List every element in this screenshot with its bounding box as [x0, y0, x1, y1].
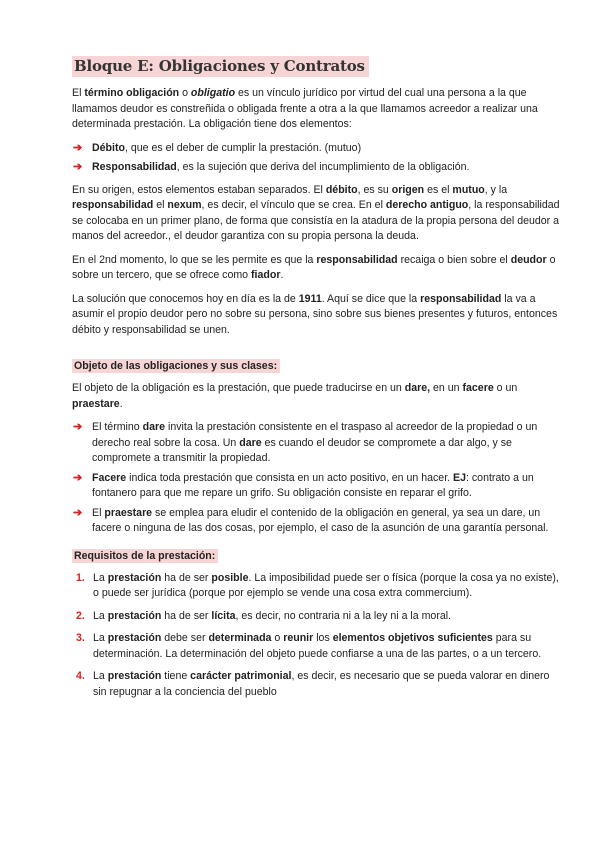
list-item: ➔ El término dare invita la prestación consistente en el traspaso al acreedor de la propiedad o un derecho real sobre la cosa. Un dare es cuando el deudor se compromete a dar algo, y se compromete a transmitir la propiedad.: [73, 421, 538, 464]
solution-paragraph: La solución que conocemos hoy en día es la de 1911. Aquí se dice que la responsabilidad la va a asumir el propio deudor pero no sobre su persona, sino sobre sus bienes presentes y futuros, entonces débito y responsabilidad se unen.: [72, 292, 558, 336]
intro-paragraph: El término obligación o obligatio es un vínculo jurídico por virtud del cual una persona a la que llamamos deudor es constreñida o obligada frente a otra a la que llamamos acreedor a realizar una determinada prestación. La obligación tiene dos elementos:: [72, 87, 538, 130]
list-item: 3. La prestación debe ser determinada o reunir los elementos objetivos suficientes para su determinación. La determinación del objeto puede confiarse a una de las partes, o a un tercero.: [76, 632, 542, 660]
arrow-right-icon: ➔: [73, 471, 83, 484]
document-title: Bloque E: Obligaciones y Contratos: [72, 56, 369, 77]
origin-paragraph: En su origen, estos elementos estaban separados. El débito, es su origen es el mutuo, y la responsabilidad el nexum, es decir, el vínculo que se crea. En el derecho antiguo, la responsabilidad se colocaba en un primer plano, de forma que consistía en la atadura de la propia persona del deudor a manos del acreedor., el deudor garantiza con su propia persona la deuda.: [72, 183, 560, 242]
object-types-list: [72, 420, 560, 537]
second-moment-paragraph: En el 2nd momento, lo que se les permite es que la responsabilidad recaiga o bien sobre el deudor o sobre un tercero, que se ofrece como fiador.: [72, 253, 556, 281]
arrow-right-icon: ➔: [73, 421, 83, 433]
section-requirements: [72, 544, 560, 571]
arrow-right-icon: ➔: [73, 141, 83, 154]
arrow-right-icon: ➔: [73, 161, 83, 173]
list-item: 1. La prestación ha de ser posible. La imposibilidad puede ser o física (porque la cosa ya no existe), o puede ser jurídica (porque por ejemplo se vende una cosa extra commercium).: [76, 571, 559, 599]
section-object: [72, 346, 560, 381]
list-item: ➔ Facere indica toda prestación que consista en un acto positivo, en un hacer. EJ: contrato a un fontanero para que me repare un grifo. Su obligación consiste en reparar el grifo.: [73, 471, 534, 499]
elements-list: [72, 141, 560, 176]
requirements-list: [72, 571, 560, 701]
list-item: 4. La prestación tiene carácter patrimonial, es decir, es necesario que se pueda valorar en dinero sin repugnar a la conciencia del pueblo: [76, 670, 550, 698]
object-intro-paragraph: El objeto de la obligación es la prestación, que puede traducirse en un dare, en un facere o un praestare.: [72, 382, 518, 410]
arrow-right-icon: ➔: [73, 506, 83, 519]
section-heading: Objeto de las obligaciones y sus clases:: [72, 359, 280, 373]
list-item: 2. La prestación ha de ser lícita, es decir, no contraria ni a la ley ni a la moral.: [76, 609, 452, 622]
list-item: ➔ Débito, que es el deber de cumplir la prestación. (mutuo): [72, 141, 560, 157]
section-heading: Requisitos de la prestación:: [72, 549, 218, 563]
list-item: ➔ Responsabilidad, es la sujeción que deriva del incumplimiento de la obligación.: [72, 160, 560, 176]
list-item: ➔ El praestare se emplea para eludir el contenido de la obligación en general, ya sea un dare, un facere o ninguna de las dos cosas, por ejemplo, el caso de la asunción de una garantía personal.: [73, 506, 549, 534]
